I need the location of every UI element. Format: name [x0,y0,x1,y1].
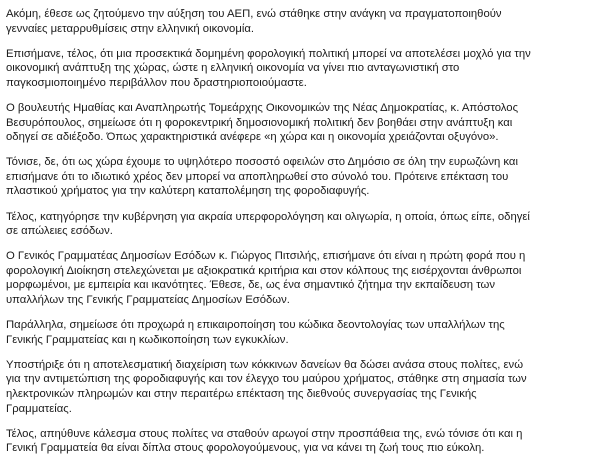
text-line: Τέλος, απηύθυνε κάλεσμα στους πολίτες να σταθούν αρωγοί στην προσπάθεια της, ενώ τόνισε ότι και η [6,427,523,440]
paragraph [6,249,602,307]
text-line: πλαστικού χρήματος για την καλύτερη καταπολέμηση της φοροδιαφυγής. [6,185,370,198]
text-line: φορολογική Διοίκηση στελεχώνεται με αξιοκρατικά κριτήρια και στον κόλπους της εισέρχονται άνθρωποι [6,264,522,277]
text-line: μορφωμένοι, με εμπειρία και ικανότητες. Έθεσε, δε, ως ένα σημαντικό ζήτημα την εκπαίδευση των [6,279,495,292]
text-line: Γενικής Γραμματείας και η κωδικοποίηση των εγκυκλίων. [6,333,289,346]
paragraph [6,155,602,199]
text-line: για την αντιμετώπιση της φοροδιαφυγής και τον έλεγχο του μαύρου χρήματος, στάθηκε στη σημασία των [6,373,527,386]
paragraph [6,7,602,36]
paragraph [6,318,602,347]
text-line: σε απώλειες εσόδων. [6,225,113,238]
text-line: οδηγεί σε αδιέξοδο. Όπως χαρακτηριστικά ανέφερε «η χώρα και η οικονομία χρειάζονται οξυγόνο». [6,131,499,144]
text-line: Παράλληλα, σημείωσε ότι προχωρά η επικαιροποίηση του κώδικα δεοντολογίας των υπαλλήλων της [6,319,505,332]
article-body [6,7,602,466]
text-line: Ακόμη, έθεσε ως ζητούμενο την αύξηση του ΑΕΠ, ενώ στάθηκε στην ανάγκη να πραγματοποιηθούν [6,8,502,20]
text-line: Τόνισε, δε, ότι ως χώρα έχουμε το υψηλότερο ποσοστό οφειλών στο Δημόσιο σε όλη την ευρωζώνη και [6,156,518,169]
text-line: ηλεκτρονικών πληρωμών και στην περαιτέρω επέκταση της διεθνούς συνεργασίας της Γενικής [6,387,477,400]
text-line: παγκοσμιοποιημένο περιβάλλον που δραστηριοποιούμαστε. [6,76,307,89]
paragraph [6,427,602,456]
text-line: Τέλος, κατηγόρησε την κυβέρνηση για ακραία υπερφορολόγηση και ολιγωρία, η οποία, όπως είπε, οδηγεί [6,210,530,223]
paragraph [6,358,602,416]
text-line: επισήμανε ότι το ιδιωτικό χρέος δεν μπορεί να αποπληρωθεί στο σύνολό του. Πρότεινε επέκταση του [6,170,509,183]
text-line: υπαλλήλων της Γενικής Γραμματείας Δημοσίων Εσόδων. [6,294,290,306]
text-line: Ο βουλευτής Ημαθίας και Αναπληρωτής Τομεάρχης Οικονομικών της Νέας Δημοκρατίας, κ. Απόστολος [6,101,519,114]
paragraph [6,210,602,239]
text-line: Ο Γενικός Γραμματέας Δημοσίων Εσόδων κ. Γιώργος Πιτσιλής, επισήμανε ότι είναι η πρώτη φορά που η [6,250,526,263]
text-line: Υποστήριξε ότι η αποτελεσματική διαχείριση των κόκκινων δανείων θα δώσει ανάσα στους πολίτες, ενώ [6,358,524,371]
text-line: Γραμματείας. [6,402,72,415]
text-line: γενναίες μεταρρυθμίσεις στην ελληνική οικονομία. [6,22,255,35]
text-line: Γενική Γραμματεία θα είναι δίπλα στους φορολογούμενους, για να κάνει τη ζωή τους πιο εύκολη. [6,442,485,455]
paragraph [6,101,602,145]
paragraph [6,47,602,91]
text-line: οικονομική ανάπτυξη της χώρας, ώστε η ελληνική οικονομία να γίνει πιο ανταγωνιστική στο [6,62,460,75]
text-line: Βεσυρόπουλος, σημείωσε ότι η φοροκεντρική δημοσιονομική πολιτική δεν βοηθάει στην ανάπτυξη και [6,116,513,129]
text-line: Επισήμανε, τέλος, ότι μια προσεκτικά δομημένη φορολογική πολιτική μπορεί να αποτελέσει μοχλό για την [6,47,531,60]
